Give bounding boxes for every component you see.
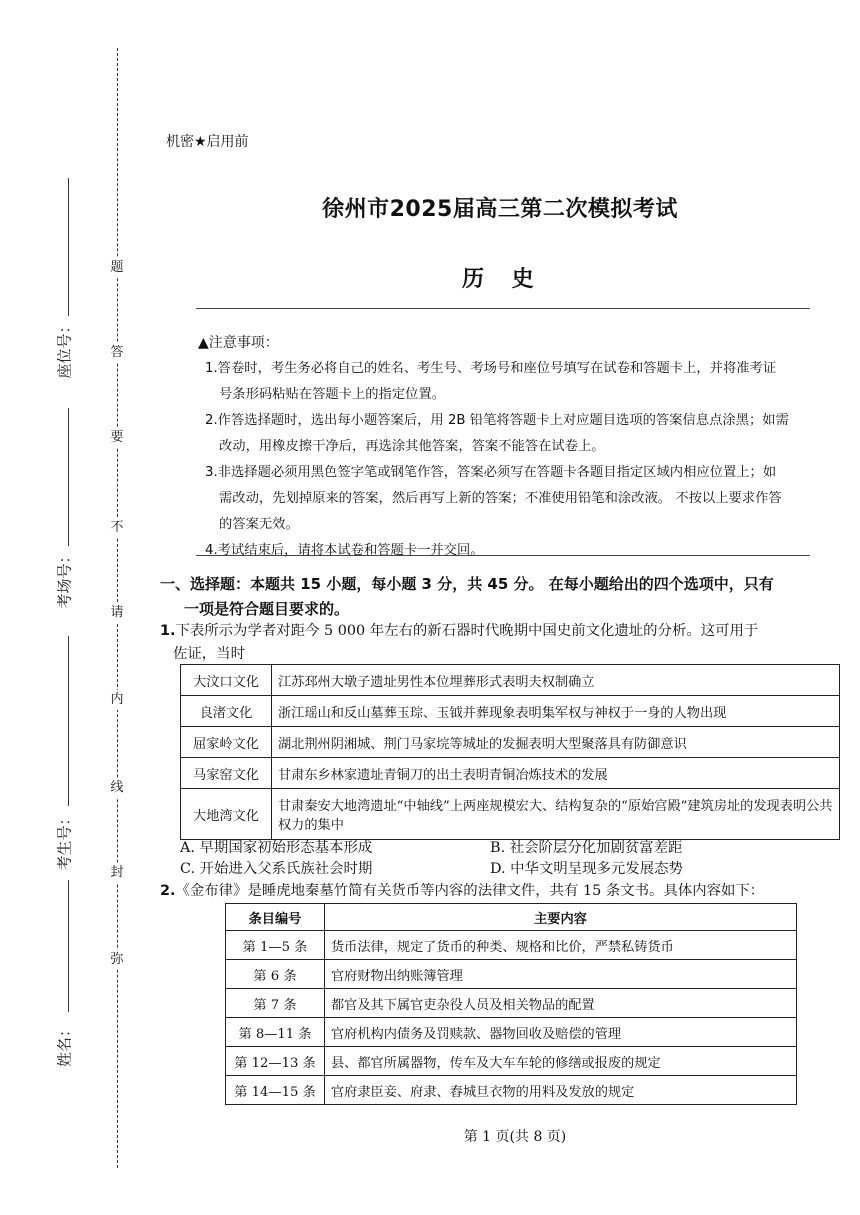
question-1-stem (160, 620, 844, 666)
table-cell: 第 1—5 条 (226, 931, 325, 960)
table-cell: 县、都官所属器物，传车及大车车轮的修缮或报废的规定 (325, 1047, 797, 1076)
table-row (181, 758, 840, 789)
option-c[interactable]: C. 开始进入父系氏族社会时期 (180, 861, 373, 877)
section-heading-line1: 一、选择题：本题共 15 小题，每小题 3 分，共 45 分。 在每小题给出的四个选项中，只有 (160, 575, 774, 593)
candidate-number-line (68, 636, 69, 806)
header-rule (196, 308, 810, 309)
exam-room-label: 考场号： (55, 548, 74, 609)
notes-heading: ▲注意事项： (198, 335, 279, 351)
option-a[interactable]: A. 早期国家初始形态基本形成 (180, 840, 373, 856)
question-number: 2. (160, 883, 176, 899)
question-2-stem (160, 880, 844, 903)
table-cell: 都官及其下属官吏杂役人员及相关物品的配置 (325, 989, 797, 1018)
table-cell: 江苏邳州大墩子遗址男性本位埋葬形式表明夫权制确立 (272, 665, 840, 696)
table-header-row (226, 904, 797, 931)
exam-title: 徐州市2025届高三第二次模拟考试 (322, 197, 678, 222)
seat-number-label: 座位号： (55, 318, 74, 379)
binding-char: 题 (107, 258, 127, 278)
table-row (181, 696, 840, 727)
option-b[interactable]: B. 社会阶层分化加剧贫富差距 (490, 840, 683, 856)
table-cell: 大汶口文化 (181, 665, 272, 696)
table-cell: 浙江瑶山和反山墓葬玉琮、玉钺并葬现象表明集军权与神权于一身的人物出现 (272, 696, 840, 727)
name-label: 姓名： (55, 1022, 74, 1068)
question-text-cont: 佐证，当时 (173, 646, 245, 662)
table-cell: 第 8—11 条 (226, 1018, 325, 1047)
question-text: 下表所示为学者对距今 5 000 年左右的新石器时代晚期中国史前文化遗址的分析。这可用于 (175, 623, 759, 639)
table-cell: 第 12—13 条 (226, 1047, 325, 1076)
note-item-cont: 需改动，先划掉原来的答案，然后再写上新的答案；不准使用铅笔和涂改液。 不按以上要求作答 (219, 491, 782, 506)
table-cell: 良渚文化 (181, 696, 272, 727)
question-number: 1. (160, 623, 176, 639)
binding-char: 答 (107, 343, 127, 363)
table-row (181, 789, 840, 840)
table-row (226, 989, 797, 1018)
section-heading-line2: 一项是符合题目要求的。 (184, 600, 350, 618)
confidential-mark: 机密★启用前 (166, 134, 249, 150)
table-row (226, 960, 797, 989)
option-d[interactable]: D. 中华文明呈现多元发展态势 (490, 861, 683, 877)
exam-notes (198, 330, 810, 564)
question-1-options (180, 838, 800, 880)
table-cell: 第 6 条 (226, 960, 325, 989)
note-item-cont: 改动，用橡皮擦干净后，再选涂其他答案，答案不能答在试卷上。 (219, 439, 605, 454)
table-row (226, 1047, 797, 1076)
page-number: 第 1 页(共 8 页) (463, 1129, 567, 1145)
table-cell: 官府机构内债务及罚赎款、器物回收及赔偿的管理 (325, 1018, 797, 1047)
note-item: 4.考试结束后，请将本试卷和答题卡一并交回。 (205, 543, 484, 558)
table-cell: 甘肃秦安大地湾遗址“中轴线”上两座规模宏大、结构复杂的“原始宫殿”建筑房址的发现表明公共权力的集中 (272, 789, 840, 840)
name-line (68, 880, 69, 1012)
note-item: 3.非选择题必须用黑色签字笔或钢笔作答，答案必须写在答题卡各题目指定区域内相应位置上；如 (205, 465, 777, 480)
binding-char: 弥 (107, 950, 127, 970)
table-cell: 大地湾文化 (181, 789, 272, 840)
table-cell: 第 7 条 (226, 989, 325, 1018)
binding-char: 内 (107, 690, 127, 710)
table-row (181, 727, 840, 758)
notes-rule (196, 555, 810, 556)
section-heading (160, 572, 850, 622)
binding-char: 请 (107, 603, 127, 623)
table-row (181, 665, 840, 696)
table-header: 主要内容 (325, 904, 797, 931)
table-cell: 湖北荆州阴湘城、荆门马家垸等城址的发掘表明大型聚落具有防御意识 (272, 727, 840, 758)
note-item: 2.作答选择题时，选出每小题答案后，用 2B 铅笔将答题卡上对应题目选项的答案信息点涂黑；如需 (205, 413, 789, 428)
table-cell: 第 14—15 条 (226, 1076, 325, 1105)
question-text: 《金布律》是睡虎地秦墓竹简有关货币等内容的法律文件，共有 15 条文书。具体内容如下： (175, 883, 765, 899)
question-2-table (225, 903, 797, 1105)
note-item-cont: 的答案无效。 (219, 517, 299, 532)
table-cell: 货币法律，规定了货币的种类、规格和比价，严禁私铸货币 (325, 931, 797, 960)
binding-char: 线 (107, 778, 127, 798)
table-header: 条目编号 (226, 904, 325, 931)
note-item: 1.答卷时，考生务必将自己的姓名、考生号、考场号和座位号填写在试卷和答题卡上，并将准考证 (205, 361, 777, 376)
binding-char: 封 (107, 863, 127, 883)
exam-room-line (68, 408, 69, 546)
table-row (226, 1076, 797, 1105)
table-cell: 马家窑文化 (181, 758, 272, 789)
note-item-cont: 号条形码粘贴在答题卡上的指定位置。 (219, 387, 446, 402)
table-cell: 官府财物出纳账簿管理 (325, 960, 797, 989)
candidate-number-label: 考生号： (55, 810, 74, 871)
table-row (226, 1018, 797, 1047)
table-cell: 甘肃东乡林家遗址青铜刀的出土表明青铜冶炼技术的发展 (272, 758, 840, 789)
binding-char: 要 (107, 428, 127, 448)
subject-title: 历 史 (462, 267, 544, 292)
binding-char: 不 (107, 518, 127, 538)
table-row (226, 931, 797, 960)
table-cell: 官府隶臣妾、府隶、舂城旦衣物的用料及发放的规定 (325, 1076, 797, 1105)
table-cell: 屈家岭文化 (181, 727, 272, 758)
question-1-table (180, 664, 840, 840)
